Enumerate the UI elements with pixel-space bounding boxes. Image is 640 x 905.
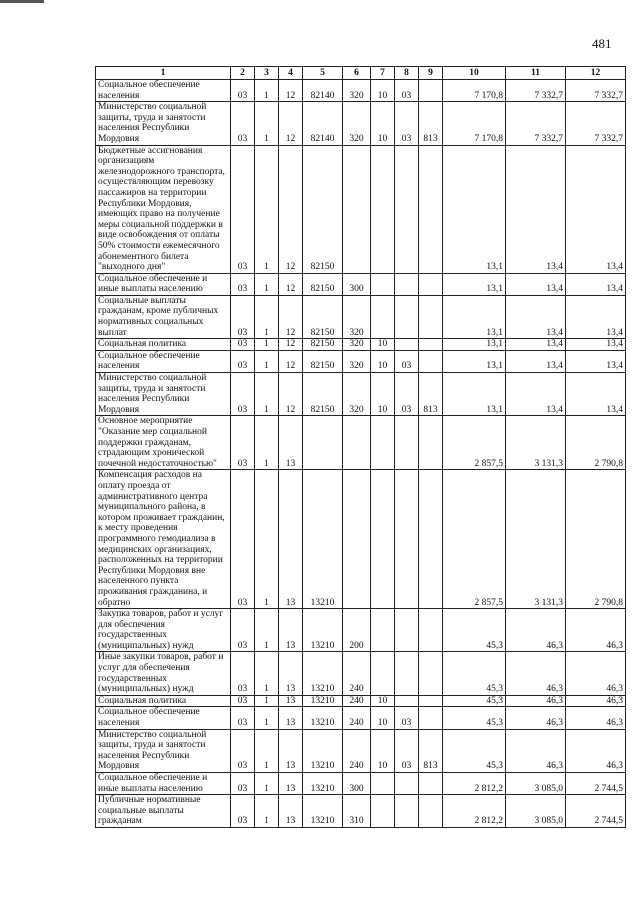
- table-header-row: [96, 67, 626, 80]
- table-cell: [419, 652, 443, 695]
- table-row: [96, 609, 626, 652]
- table-cell: 03: [231, 80, 255, 102]
- table-cell: 46,3: [566, 707, 626, 729]
- row-label: Социальное обеспечение и иные выплаты населению: [96, 273, 231, 295]
- table-cell: [395, 295, 419, 338]
- table-cell: 46,3: [566, 695, 626, 707]
- table-cell: 200: [343, 609, 371, 652]
- table-cell: [419, 609, 443, 652]
- table-cell: [371, 145, 395, 273]
- table-cell: 03: [231, 773, 255, 795]
- table-cell: [395, 339, 419, 351]
- table-cell: 13: [279, 609, 303, 652]
- table-cell: 2 857,5: [443, 470, 506, 609]
- table-row: [96, 339, 626, 351]
- table-cell: 45,3: [443, 707, 506, 729]
- table-cell: 03: [231, 102, 255, 145]
- table-row: [96, 416, 626, 470]
- table-cell: [419, 273, 443, 295]
- table-cell: 13210: [303, 652, 343, 695]
- table-cell: 13,1: [443, 339, 506, 351]
- table-cell: 813: [419, 729, 443, 772]
- table-cell: 13210: [303, 609, 343, 652]
- table-cell: 03: [231, 295, 255, 338]
- table-row: [96, 350, 626, 372]
- table-cell: 13,4: [506, 339, 566, 351]
- scan-edge-mark: [0, 0, 44, 3]
- row-label: Социальное обеспечение населения: [96, 350, 231, 372]
- table-cell: 46,3: [506, 695, 566, 707]
- table-cell: 10: [371, 339, 395, 351]
- table-row: [96, 729, 626, 772]
- table-cell: 13,4: [566, 373, 626, 416]
- column-header: 1: [96, 67, 231, 80]
- table-cell: 10: [371, 373, 395, 416]
- table-cell: 03: [395, 350, 419, 372]
- table-cell: 300: [343, 773, 371, 795]
- table-cell: [419, 795, 443, 828]
- table-cell: 13,4: [566, 273, 626, 295]
- table-row: [96, 795, 626, 828]
- table-cell: 45,3: [443, 729, 506, 772]
- table-cell: 1: [255, 102, 279, 145]
- table-cell: 03: [231, 273, 255, 295]
- table-cell: 2 812,2: [443, 773, 506, 795]
- row-label: Министерство социальной защиты, труда и занятости населения Республики Мордовия: [96, 729, 231, 772]
- table-cell: 13: [279, 773, 303, 795]
- table-cell: 13210: [303, 695, 343, 707]
- table-cell: 2 744,5: [566, 795, 626, 828]
- table-cell: 13: [279, 416, 303, 470]
- table-cell: 13210: [303, 795, 343, 828]
- column-header: 11: [506, 67, 566, 80]
- table-cell: 13: [279, 652, 303, 695]
- table-cell: 12: [279, 80, 303, 102]
- table-cell: 2 857,5: [443, 416, 506, 470]
- table-cell: 13,4: [566, 295, 626, 338]
- table-cell: 320: [343, 350, 371, 372]
- table-cell: [419, 707, 443, 729]
- table-cell: 1: [255, 350, 279, 372]
- table-cell: 13,4: [506, 145, 566, 273]
- row-label: Социальные выплаты гражданам, кроме публичных нормативных социальных выплат: [96, 295, 231, 338]
- table-cell: 12: [279, 273, 303, 295]
- table-cell: [395, 652, 419, 695]
- table-cell: [419, 339, 443, 351]
- table-cell: 7 332,7: [506, 80, 566, 102]
- table-cell: 82150: [303, 295, 343, 338]
- row-label: Социальное обеспечение населения: [96, 80, 231, 102]
- table-cell: [343, 470, 371, 609]
- table-cell: 82140: [303, 102, 343, 145]
- table-cell: 1: [255, 707, 279, 729]
- table-cell: [371, 470, 395, 609]
- table-cell: 13210: [303, 729, 343, 772]
- table-row: [96, 652, 626, 695]
- row-label: Компенсация расходов на оплату проезда от административного центра муниципального района, в котором проживает гражданин, к месту проведения программного гемодиализа в медицинских организациях, расположенных на территории Республики Мордовия вне населенного пункта проживания гражданина, и обратно: [96, 470, 231, 609]
- column-header: 10: [443, 67, 506, 80]
- table-cell: 82150: [303, 145, 343, 273]
- table-cell: 03: [395, 707, 419, 729]
- table-cell: 2 744,5: [566, 773, 626, 795]
- table-cell: 03: [231, 729, 255, 772]
- table-cell: 13,1: [443, 273, 506, 295]
- table-row: [96, 707, 626, 729]
- table-cell: 46,3: [566, 729, 626, 772]
- table-cell: [419, 695, 443, 707]
- table-cell: 1: [255, 339, 279, 351]
- table-cell: 82140: [303, 80, 343, 102]
- table-cell: 03: [395, 729, 419, 772]
- table-cell: [395, 470, 419, 609]
- table-cell: 45,3: [443, 695, 506, 707]
- row-label: Социальное обеспечение населения: [96, 707, 231, 729]
- table-cell: 240: [343, 729, 371, 772]
- table-cell: [419, 350, 443, 372]
- table-cell: 03: [231, 707, 255, 729]
- table-cell: 2 790,8: [566, 470, 626, 609]
- table-cell: 13,4: [566, 339, 626, 351]
- table-cell: 13210: [303, 773, 343, 795]
- table-cell: 1: [255, 773, 279, 795]
- table-cell: 03: [231, 373, 255, 416]
- table-cell: 13,1: [443, 145, 506, 273]
- table-row: [96, 470, 626, 609]
- table-cell: [371, 273, 395, 295]
- row-label: Закупка товаров, работ и услуг для обеспечения государственных (муниципальных) нужд: [96, 609, 231, 652]
- row-label: Социальное обеспечение и иные выплаты населению: [96, 773, 231, 795]
- table-cell: [419, 470, 443, 609]
- row-label: Социальная политика: [96, 695, 231, 707]
- table-cell: 13,1: [443, 295, 506, 338]
- column-header: 12: [566, 67, 626, 80]
- table-cell: 12: [279, 373, 303, 416]
- table-cell: 13,1: [443, 373, 506, 416]
- table-cell: 13,4: [506, 350, 566, 372]
- table-cell: 3 131,3: [506, 470, 566, 609]
- row-label: Бюджетные ассигнования организациям железнодорожного транспорта, осуществляющим перевозку пассажиров на территории Республики Мордовия, имеющих право на получение меры социальной поддержки в виде освобождения от оплаты 50% стоимости ежемесячного абонементного билета "выходного дня": [96, 145, 231, 273]
- column-header: 6: [343, 67, 371, 80]
- table-cell: 45,3: [443, 609, 506, 652]
- table-cell: 03: [231, 416, 255, 470]
- column-header: 8: [395, 67, 419, 80]
- table-cell: 13210: [303, 707, 343, 729]
- table-cell: 300: [343, 273, 371, 295]
- column-header: 4: [279, 67, 303, 80]
- table-cell: 7 170,8: [443, 102, 506, 145]
- table-cell: [371, 416, 395, 470]
- table-cell: 13: [279, 707, 303, 729]
- table-cell: 813: [419, 102, 443, 145]
- table-cell: 13210: [303, 470, 343, 609]
- table-cell: 310: [343, 795, 371, 828]
- table-cell: [395, 145, 419, 273]
- table-cell: 82150: [303, 339, 343, 351]
- table-cell: 13: [279, 795, 303, 828]
- table-cell: 13: [279, 470, 303, 609]
- table-row: [96, 373, 626, 416]
- table-cell: 03: [231, 652, 255, 695]
- table-row: [96, 145, 626, 273]
- table-cell: [371, 773, 395, 795]
- table-cell: 45,3: [443, 652, 506, 695]
- table-cell: 13,4: [506, 295, 566, 338]
- table-cell: 1: [255, 795, 279, 828]
- table-cell: 1: [255, 145, 279, 273]
- table-cell: 12: [279, 295, 303, 338]
- table-row: [96, 80, 626, 102]
- table-row: [96, 695, 626, 707]
- table-cell: [303, 416, 343, 470]
- table-cell: 1: [255, 652, 279, 695]
- row-label: Министерство социальной защиты, труда и занятости населения Республики Мордовия: [96, 373, 231, 416]
- table-cell: 240: [343, 695, 371, 707]
- table-cell: 03: [231, 470, 255, 609]
- table-cell: 10: [371, 695, 395, 707]
- table-cell: [419, 295, 443, 338]
- table-cell: 1: [255, 609, 279, 652]
- table-cell: 13: [279, 729, 303, 772]
- table-cell: 03: [395, 102, 419, 145]
- table-cell: 10: [371, 350, 395, 372]
- table-row: [96, 295, 626, 338]
- table-cell: 03: [395, 373, 419, 416]
- table-cell: 7 332,7: [566, 102, 626, 145]
- table-cell: 3 085,0: [506, 795, 566, 828]
- table-cell: [395, 416, 419, 470]
- table-cell: 813: [419, 373, 443, 416]
- table-cell: 03: [231, 145, 255, 273]
- table-cell: 12: [279, 102, 303, 145]
- table-cell: 2 790,8: [566, 416, 626, 470]
- table-cell: 13,1: [443, 350, 506, 372]
- table-cell: 10: [371, 729, 395, 772]
- table-cell: 240: [343, 707, 371, 729]
- table-cell: 1: [255, 695, 279, 707]
- table-cell: 12: [279, 350, 303, 372]
- table-cell: [395, 795, 419, 828]
- table-cell: [395, 773, 419, 795]
- table-cell: [343, 416, 371, 470]
- table-cell: [371, 795, 395, 828]
- table-cell: [371, 652, 395, 695]
- table-cell: 10: [371, 102, 395, 145]
- table-cell: 1: [255, 729, 279, 772]
- table-cell: [371, 609, 395, 652]
- table-row: [96, 273, 626, 295]
- table-cell: [419, 80, 443, 102]
- table-cell: 03: [395, 80, 419, 102]
- table-cell: 7 332,7: [566, 80, 626, 102]
- table-cell: [419, 773, 443, 795]
- row-label: Основное мероприятие "Оказание мер социальной поддержки гражданам, страдающим хронической почечной недостаточностью": [96, 416, 231, 470]
- table-cell: [343, 145, 371, 273]
- table-cell: 320: [343, 339, 371, 351]
- table-cell: 46,3: [506, 707, 566, 729]
- column-header: 5: [303, 67, 343, 80]
- table-cell: [371, 295, 395, 338]
- column-header: 3: [255, 67, 279, 80]
- table-cell: 7 170,8: [443, 80, 506, 102]
- table-cell: 82150: [303, 350, 343, 372]
- table-cell: 46,3: [566, 652, 626, 695]
- table-cell: [395, 695, 419, 707]
- table-cell: 82150: [303, 373, 343, 416]
- table-cell: 1: [255, 295, 279, 338]
- table-cell: 12: [279, 145, 303, 273]
- table-cell: 1: [255, 470, 279, 609]
- table-cell: 2 812,2: [443, 795, 506, 828]
- table-cell: 1: [255, 416, 279, 470]
- table-cell: 82150: [303, 273, 343, 295]
- table-cell: 12: [279, 339, 303, 351]
- budget-table: [95, 66, 626, 828]
- column-header: 7: [371, 67, 395, 80]
- row-label: Министерство социальной защиты, труда и занятости населения Республики Мордовия: [96, 102, 231, 145]
- table-row: [96, 102, 626, 145]
- table-cell: 13: [279, 695, 303, 707]
- table-cell: 13,4: [506, 273, 566, 295]
- table-cell: 240: [343, 652, 371, 695]
- table-row: [96, 773, 626, 795]
- table-cell: 320: [343, 80, 371, 102]
- table-cell: 320: [343, 373, 371, 416]
- table-cell: 13,4: [566, 350, 626, 372]
- table-cell: 10: [371, 80, 395, 102]
- table-cell: 3 131,3: [506, 416, 566, 470]
- row-label: Социальная политика: [96, 339, 231, 351]
- table-cell: 3 085,0: [506, 773, 566, 795]
- table-cell: 320: [343, 102, 371, 145]
- page-number: 481: [592, 36, 612, 51]
- column-header: 2: [231, 67, 255, 80]
- table-cell: 03: [231, 609, 255, 652]
- table-cell: 46,3: [506, 729, 566, 772]
- table-cell: 13,4: [566, 145, 626, 273]
- table-cell: 46,3: [506, 652, 566, 695]
- table-cell: 13,4: [506, 373, 566, 416]
- table-cell: [395, 609, 419, 652]
- table-cell: [395, 273, 419, 295]
- table-cell: [419, 145, 443, 273]
- table-cell: [419, 416, 443, 470]
- table-cell: 1: [255, 273, 279, 295]
- table-cell: 10: [371, 707, 395, 729]
- table-cell: 46,3: [506, 609, 566, 652]
- table-cell: 46,3: [566, 609, 626, 652]
- table-cell: 7 332,7: [506, 102, 566, 145]
- table-cell: 03: [231, 339, 255, 351]
- row-label: Иные закупки товаров, работ и услуг для обеспечения государственных (муниципальных) нужд: [96, 652, 231, 695]
- table-cell: 03: [231, 795, 255, 828]
- column-header: 9: [419, 67, 443, 80]
- table-cell: 320: [343, 295, 371, 338]
- table-cell: 03: [231, 695, 255, 707]
- table-cell: 1: [255, 80, 279, 102]
- table-cell: 1: [255, 373, 279, 416]
- row-label: Публичные нормативные социальные выплаты гражданам: [96, 795, 231, 828]
- table-cell: 03: [231, 350, 255, 372]
